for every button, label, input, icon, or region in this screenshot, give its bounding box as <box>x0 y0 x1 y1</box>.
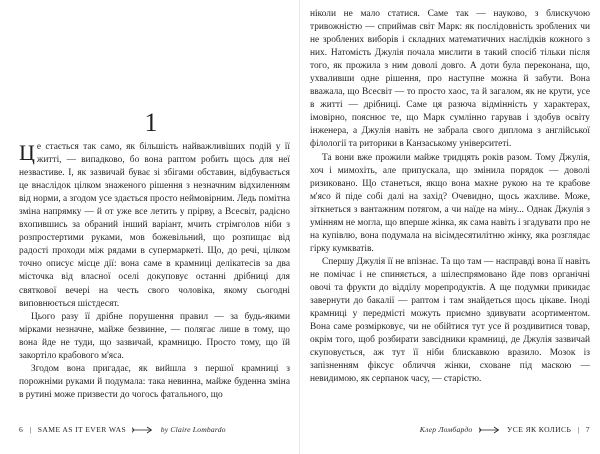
chapter-number: 1 <box>144 108 158 137</box>
left-page-body <box>19 141 290 402</box>
footer-separator: | <box>577 425 580 434</box>
arrow-icon <box>479 426 501 434</box>
right-page-body <box>310 8 590 386</box>
paragraph-4: ніколи не мало статися. Саме так — науково, з блискучою тривожністю — сприймав світ Марк: як послідовність зроблених чи не зроблених виборів і складних математичних наслідків кожного з них. Натомість Джулія почала мислити в такий спосіб тільки після того, як прожила з ним доволі довго. А доти була переконана, що, ухваливши одне рішення, про наступне можна й забути. Вона вважала, що Всесвіт — то просто хаос, та й загалом, як не крути, усе в житті — дрібниці. Саме ця разюча відмінність у характерах, імовірно, пояснює те, що Марк сумлінно гарував і здобув освіту інженера, а Джулія навіть не забрала свого диплома з англійської філології та риторики в Канзаському університеті. <box>310 9 590 150</box>
left-page-number: 6 <box>19 425 24 434</box>
book-title-en: SAME AS IT EVER WAS <box>37 425 127 434</box>
arrow-icon <box>132 426 154 434</box>
footer-separator: | <box>29 425 32 434</box>
paragraph-5: Та вони вже прожили майже тридцять років разом. Тому Джулія, хоч і мимохіть, але припускала, що змінила порядок — доволі ризиковано. Що станеться, якщо вона махне рукою на те крабове м'ясо й піде собі далі на захід? Очевидно, щось жахливе. Може, зіткнеться з вантажним потягом, а чи наїде на міну... Однак Джулія з умінням не могла, що вперше жінка, як сама навіть і згадувати про не на купівлю, вона подумала на вісімдесятилітню жінку, яка розглядає гірку кумкватів. <box>310 152 590 254</box>
right-footer <box>420 425 590 434</box>
right-page-number: 7 <box>585 425 590 434</box>
book-spine <box>299 0 300 454</box>
paragraph-1 <box>19 141 290 311</box>
paragraph-6: Спершу Джулія її не впізнає. Та що там — насправді вона її навіть не помічає і не спиняється, а шілеспрямовано йде повз органічні овочі та фрукти до відділу морепродуктів. А ще подумки прикидає завернути до бакалії — раптом і там знайдеться щось цікаве. Іноді крамниці у передмісті можуть приємно здивувати асортиментом. Вона саме розмірковує, чи не обійтися тут усе й роздивитися товар, окрім того, щоб розбирати завсідники крамниці, де Джулія зазвичай скуповується, аж тут її ніби блискавкою вразило. Мозок із запізненням фіксує обличчя жінки, сховане під маскою — невидимою, як серпанок часу, — старістю. <box>310 256 590 385</box>
paragraph-1-text: е стається так само, як більшість найважливіших подій у її житті, — випадково, бо вона раптом робить щось для неї незвастиве. І, як зазвичай буває зі збігами обставин, відбувається це внаслідок цілком знаженого рішення з незначним відхиленням від норми, а згодом усе здається просто неймовірним. Ледь помітна зміна напрямку — й от уже все летить у прірву, а Всесвіт, радісно вхопившись за обраний інший варіант, мчить стрімголов ніби з розпростертими руками, мов божевільний, що розпищає від радості проходи між рядами в супермаркеті. Що, до речі, цілком точно описує місце дії: вона саме в крамниці делікатесів за два місточка від власної оселі докуповує останні дрібниці для святкової вечері на честь свого чоловіка, якому сьогодні виповнюється шістдесят. <box>19 142 291 309</box>
drop-cap: Ц <box>19 140 35 165</box>
paragraph-3: Згодом вона пригадає, як вийшла з першої крамниці з порожніми руками й подумала: така невинна, майже буденна зміна в рутині може призвести до чогось фатального, що <box>19 363 290 400</box>
book-title-ua: УСЕ ЯК КОЛИСЬ <box>507 425 572 434</box>
author-ua: Клер Ломбардо <box>419 425 473 434</box>
author-en: by Claire Lombardo <box>160 425 226 434</box>
left-footer <box>19 425 226 434</box>
right-page <box>304 0 600 454</box>
paragraph-2: Цього разу її дрібне порушення правил — за будь-якими мірками незначне, майже безвинне, — полягає лише в тому, що вона йде не туди, що зазвичай, крамницю. Просто тому, що їй закортіло крабового м'яса. <box>19 311 290 361</box>
left-page <box>0 0 296 454</box>
